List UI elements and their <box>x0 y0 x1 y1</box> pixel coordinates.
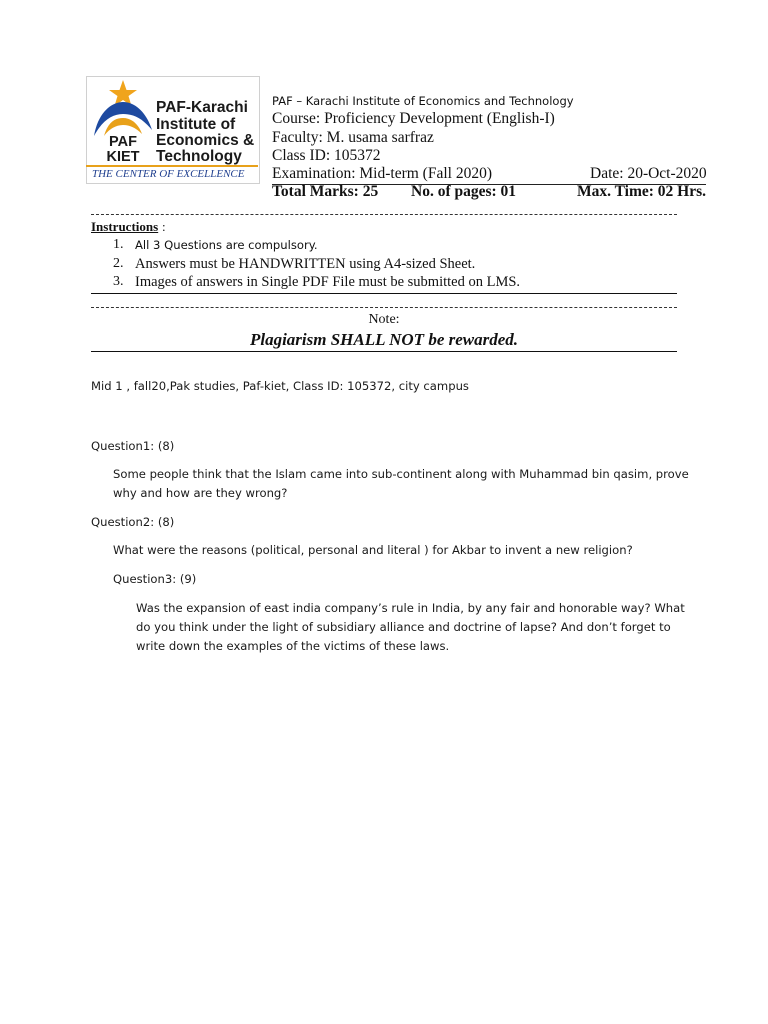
plagiarism-note: Plagiarism SHALL NOT be rewarded. <box>249 330 519 349</box>
logo-paf-text: PAF <box>109 134 137 150</box>
instruction-text: Images of answers in Single PDF File must be submitted on LMS. <box>135 274 521 290</box>
question-3-text: Was the expansion of east india company’s rule in India, by any fair and honorable way? What do you think under the light of subsidiary alliance and doctrine of lapse? And don’t forget to write down the examples of the victims of these laws. <box>136 601 685 653</box>
total-marks: Total Marks: 25 <box>272 183 379 200</box>
course-line: Course: Proficiency Development (English-I) <box>272 110 555 127</box>
instructions-bottom-rule <box>91 293 677 294</box>
max-time: Max. Time: 02 Hrs. <box>577 183 707 200</box>
header-separator <box>91 214 677 215</box>
institute-logo <box>86 76 260 184</box>
instruction-number: 1. <box>113 237 124 252</box>
logo-paf-kiet-text <box>96 135 150 165</box>
exam-date: Date: 20-Oct-2020 <box>590 165 707 182</box>
instruction-text: Answers must be HANDWRITTEN using A4-sized Sheet. <box>135 256 476 272</box>
note-label: Note: <box>368 312 400 327</box>
marks-row <box>272 183 708 202</box>
instructions-colon: : <box>162 219 166 234</box>
instruction-number: 3. <box>113 274 124 289</box>
logo-name-line-1: PAF-Karachi <box>156 99 248 116</box>
question-1-label: Question1: (8) <box>91 439 175 453</box>
question-1-text: Some people think that the Islam came into sub-continent along with Muhammad bin qasim, prove why and how are they wrong? <box>113 467 689 500</box>
note-top-separator <box>91 307 677 308</box>
exam-info-line: Mid 1 , fall20,Pak studies, Paf-kiet, Class ID: 105372, city campus <box>91 379 469 393</box>
faculty-line: Faculty: M. usama sarfraz <box>272 129 434 146</box>
institution-name: PAF – Karachi Institute of Economics and Technology <box>272 94 574 108</box>
instruction-number: 2. <box>113 256 124 271</box>
logo-kiet-text: KIET <box>106 149 140 165</box>
question-3-label: Question3: (9) <box>113 572 197 586</box>
examination-line: Examination: Mid-term (Fall 2020) <box>272 165 492 182</box>
note-bottom-rule <box>91 351 677 352</box>
question-2-label: Question2: (8) <box>91 515 175 529</box>
logo-tagline: THE CENTER OF EXCELLENCE <box>92 168 245 180</box>
instruction-text: All 3 Questions are compulsory. <box>135 238 318 252</box>
question-2-text: What were the reasons (political, personal and literal ) for Akbar to invent a new religion? <box>113 543 633 557</box>
logo-name-line-4: Technology <box>156 148 242 165</box>
page-count: No. of pages: 01 <box>411 183 517 200</box>
logo-name-line-2: Institute of <box>156 116 236 133</box>
logo-name-line-3: Economics & <box>156 132 255 149</box>
class-id-line: Class ID: 105372 <box>272 147 381 164</box>
examination-row <box>272 165 708 184</box>
instructions-heading: Instructions <box>91 219 159 234</box>
